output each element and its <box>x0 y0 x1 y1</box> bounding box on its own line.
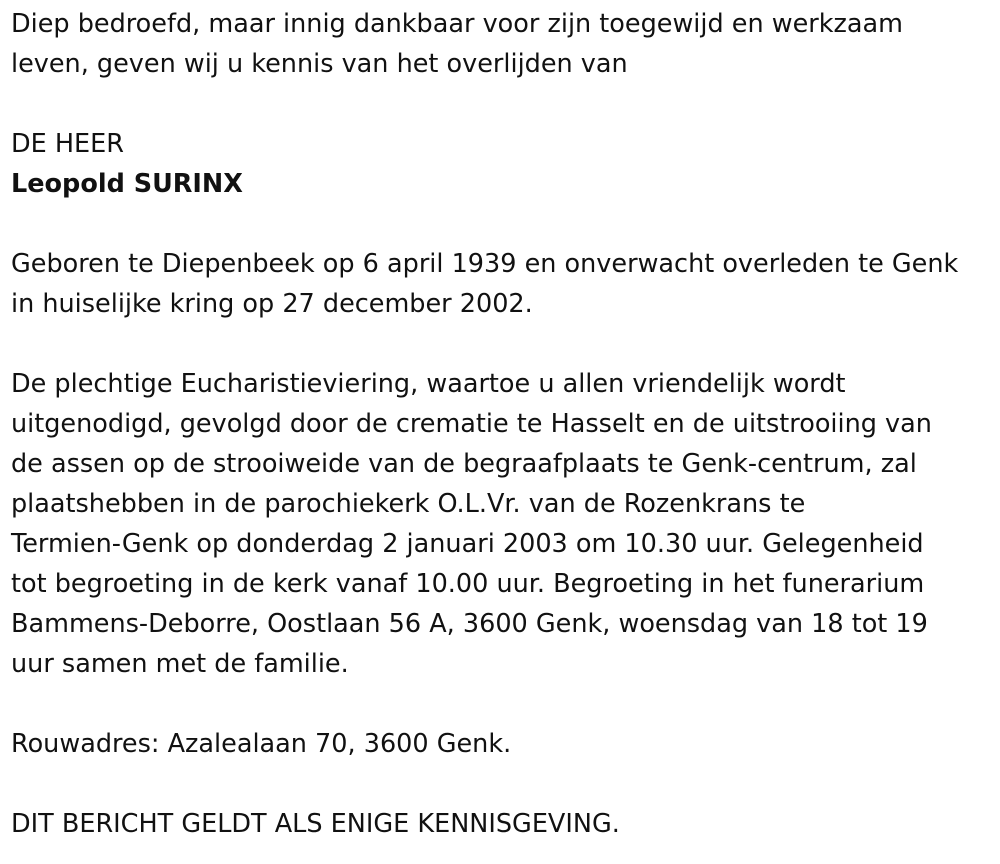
ceremony-line: uitgenodigd, gevolgd door de crematie te Hasselt en de uitstrooiing van <box>11 409 932 439</box>
spacer <box>11 764 996 804</box>
ceremony-line: de assen op de strooiweide van de begraafplaats te Genk-centrum, zal <box>11 449 917 479</box>
birth-death-paragraph <box>11 244 996 324</box>
ceremony-line: plaatshebben in de parochiekerk O.L.Vr. van de Rozenkrans te <box>11 489 806 519</box>
spacer <box>11 684 996 724</box>
notice-footer: DIT BERICHT GELDT ALS ENIGE KENNISGEVING. <box>11 809 620 839</box>
birth-death-line: Geboren te Diepenbeek op 6 april 1939 en onverwacht overleden te Genk <box>11 249 959 279</box>
birth-death-line: in huiselijke kring op 27 december 2002. <box>11 289 533 319</box>
spacer <box>11 204 996 244</box>
spacer <box>11 324 996 364</box>
ceremony-line: uur samen met de familie. <box>11 649 349 679</box>
ceremony-line: De plechtige Eucharistieviering, waartoe u allen vriendelijk wordt <box>11 369 846 399</box>
intro-line: leven, geven wij u kennis van het overlijden van <box>11 49 628 79</box>
ceremony-line: Bammens-Deborre, Oostlaan 56 A, 3600 Genk, woensdag van 18 tot 19 <box>11 609 928 639</box>
intro-paragraph <box>11 4 996 84</box>
spacer <box>11 84 996 124</box>
death-notice <box>11 4 996 844</box>
intro-line: Diep bedroefd, maar innig dankbaar voor zijn toegewijd en werkzaam <box>11 9 904 39</box>
mourning-address: Rouwadres: Azalealaan 70, 3600 Genk. <box>11 729 512 759</box>
deceased-title: DE HEER <box>11 129 124 159</box>
deceased-name: Leopold SURINX <box>11 169 243 199</box>
ceremony-line: Termien-Genk op donderdag 2 januari 2003 om 10.30 uur. Gelegenheid <box>11 529 924 559</box>
ceremony-line: tot begroeting in de kerk vanaf 10.00 uur. Begroeting in het funerarium <box>11 569 925 599</box>
ceremony-paragraph <box>11 364 996 684</box>
